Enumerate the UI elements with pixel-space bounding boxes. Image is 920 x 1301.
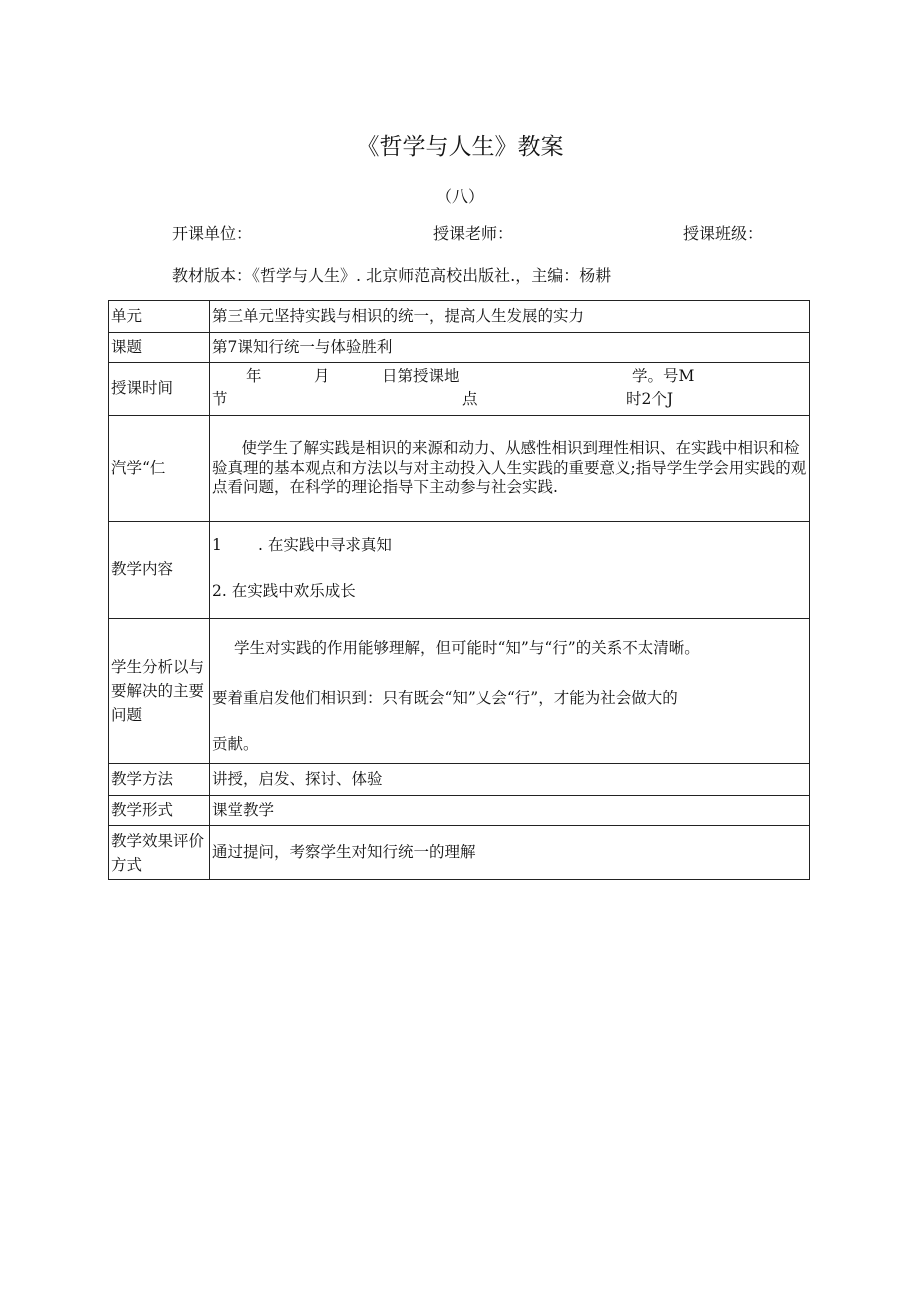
document-title: 《哲学与人生》教案 <box>356 134 564 160</box>
row-goal <box>109 416 810 522</box>
method-row-label: 教学方法 <box>109 764 210 796</box>
form-row-label: 教学形式 <box>109 796 210 826</box>
goal-text: 使学生了解实践是相识的来源和动力、从感性相识到理性相识、在实践中相识和检验真理的基本观点和方法以与对主动投入人生实践的重要意义;指导学生学会用实践的观点看问题，在科学的理论指导下主动参与社会实践. <box>212 439 807 497</box>
time-day-location: 日第授课地 <box>382 367 460 385</box>
analysis-line2: 要着重启发他们相识到：只有既会“知”乂会“行”，才能为社会做大的 <box>212 689 678 707</box>
goal-row-label: 汽学“仁 <box>109 416 210 522</box>
content-item1: . 在实践中寻求真知 <box>258 536 392 554</box>
form-row-value: 课堂教学 <box>210 796 810 826</box>
evaluation-row-label: 教学效果评价方式 <box>109 826 210 880</box>
content-row-value <box>210 522 810 619</box>
time-year: 年 <box>246 367 262 385</box>
time-month: 月 <box>314 367 330 385</box>
time-study: 学。号M <box>632 367 695 385</box>
analysis-line3: 贡献。 <box>212 735 259 753</box>
analysis-row-value <box>210 619 810 764</box>
time-row-value <box>210 363 810 416</box>
topic-row-value: 第7课知行统一与体验胜利 <box>210 333 810 363</box>
row-method <box>109 764 810 796</box>
row-analysis <box>109 619 810 764</box>
content-item1-number: 1 <box>212 536 222 554</box>
time-dian: 点 <box>462 390 478 408</box>
unit-label: 开课单位： <box>172 224 253 243</box>
row-unit <box>109 301 810 333</box>
analysis-line1: 学生对实践的作用能够理解，但可能时“知”与“行”的关系不太清晰。 <box>234 639 700 657</box>
textbook-info: 教材版本：《哲学与人生》. 北京师范高校出版社.，主编：杨耕 <box>172 266 612 285</box>
unit-row-value: 第三单元坚持实践与相识的统一，提高人生发展的实力 <box>210 301 810 333</box>
analysis-row-label: 学生分析以与要解决的主要问题 <box>109 619 210 764</box>
unit-row-label: 单元 <box>109 301 210 333</box>
goal-row-value <box>210 416 810 522</box>
time-jie: 节 <box>212 390 228 408</box>
evaluation-row-value: 通过提问，考察学生对知行统一的理解 <box>210 826 810 880</box>
time-row-label: 授课时间 <box>109 363 210 416</box>
content-item2: 2. 在实践中欢乐成长 <box>212 582 356 600</box>
row-topic <box>109 333 810 363</box>
class-label: 授课班级： <box>683 224 764 243</box>
document-subtitle: （八） <box>435 187 484 206</box>
row-content <box>109 522 810 619</box>
topic-row-label: 课题 <box>109 333 210 363</box>
time-hours: 时2个J <box>626 390 674 408</box>
row-evaluation <box>109 826 810 880</box>
lesson-plan-table <box>108 300 810 880</box>
method-row-value: 讲授，启发、探讨、体验 <box>210 764 810 796</box>
row-form <box>109 796 810 826</box>
teacher-label: 授课老师： <box>433 224 514 243</box>
content-row-label: 教学内容 <box>109 522 210 619</box>
row-time <box>109 363 810 416</box>
